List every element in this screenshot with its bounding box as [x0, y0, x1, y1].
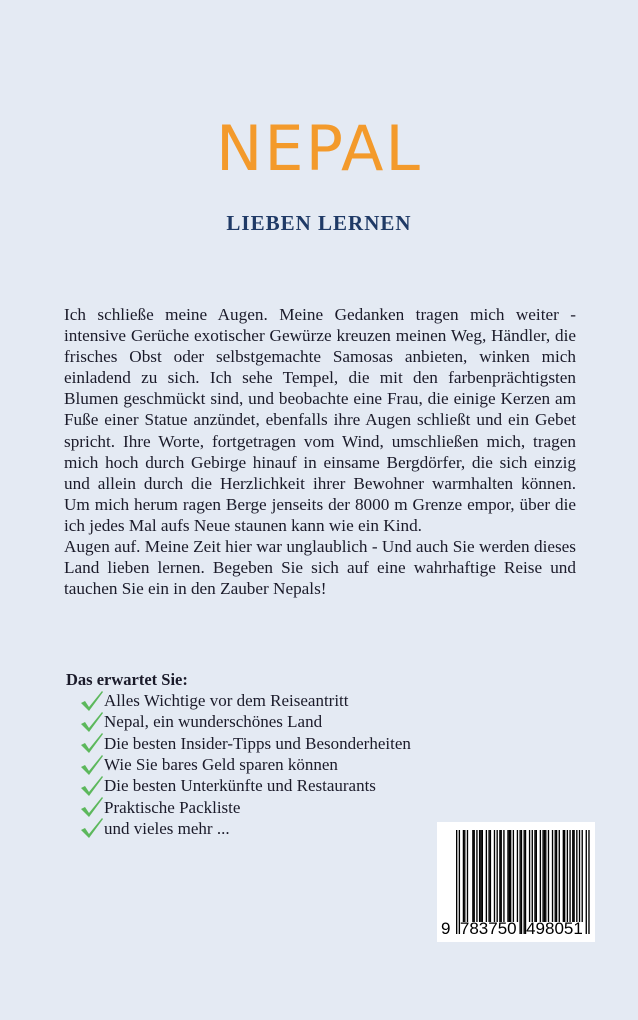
barcode-bar: [503, 830, 504, 922]
list-item: Die besten Unterkünfte und Restaurants: [80, 775, 411, 796]
barcode-bar: [545, 830, 546, 922]
barcode-bar: [569, 830, 570, 922]
barcode-bar: [536, 830, 537, 922]
barcode-bar: [534, 830, 535, 922]
barcode-bar: [494, 830, 495, 922]
features-list: [80, 690, 411, 839]
barcode-bar: [548, 830, 549, 922]
barcode-bar: [513, 830, 514, 922]
list-item: und vieles mehr ...: [80, 818, 411, 839]
barcode-bar: [476, 830, 477, 922]
barcode-bar: [480, 830, 481, 922]
barcode-bar: [544, 830, 545, 922]
barcode-bar: [501, 830, 502, 922]
book-title: NEPAL: [216, 112, 422, 185]
barcode-bar: [510, 830, 511, 922]
list-item: Die besten Insider-Tipps und Besonderheiten: [80, 733, 411, 754]
barcode-bar: [529, 830, 530, 922]
barcode-bar: [464, 830, 465, 922]
barcode-bar: [564, 830, 565, 922]
barcode-bar: [586, 830, 587, 934]
checkmark-icon: [80, 690, 104, 712]
barcode-bar: [467, 830, 468, 922]
list-item: Wie Sie bares Geld sparen können: [80, 754, 411, 775]
barcode-bar: [532, 830, 533, 922]
checkmark-icon: [80, 775, 104, 797]
list-item: Praktische Packliste: [80, 796, 411, 817]
blurb: [64, 304, 576, 599]
barcode-bar: [582, 830, 583, 922]
barcode-bar: [486, 830, 487, 922]
barcode-bar: [552, 830, 553, 922]
barcode-bar: [542, 830, 543, 922]
barcode-bar: [576, 830, 577, 922]
barcode-bar: [540, 830, 541, 922]
barcode-bar: [482, 830, 483, 922]
barcode-bar: [556, 830, 557, 922]
list-item: Alles Wichtige vor dem Reiseantritt: [80, 690, 411, 711]
barcode-bar: [579, 830, 580, 922]
blurb-paragraph: Augen auf. Meine Zeit hier war unglaublich - Und auch Sie werden dieses Land lieben lernen. Begeben Sie sich auf eine wahrhaftige Reise und tauchen Sie ein in den Zauber Nepals!: [64, 537, 576, 599]
blurb-paragraph: Ich schließe meine Augen. Meine Gedanken tragen mich weiter - intensive Gerüche exotischer Gewürze kreuzen meinen Weg, Händler, die frisches Obst oder selbstgemachte Samosas anbieten, winken mich einladend zu sich. Ich sehe Tempel, die mit den farbenprächtigsten Blumen geschmückt sind, und beobachte eine Frau, die einige Kerzen am Fuße einer Statue anzündet, ebenfalls ihre Augen schließt und ein Gebet spricht. Ihre Worte, fortgetragen vom Wind, umschließen mich, tragen mich hoch durch Gebirge hinauf in einsame Bergdörfer, die sich einzig und allein durch die Herzlichkeit ihrer Bewohner warmhalten können. Um mich herum ragen Berge jenseits der 8000 m Grenze empor, über die ich jedes Mal aufs Neue staunen kann wie ein Kind.: [64, 305, 576, 535]
barcode-bar: [490, 830, 491, 922]
barcode-bar: [507, 830, 508, 922]
barcode-bar: [463, 830, 464, 922]
barcode-bar: [555, 830, 556, 922]
barcode-bar: [472, 830, 473, 922]
checkmark-icon: [80, 817, 104, 839]
barcode-bar: [509, 830, 510, 922]
barcode-bar: [479, 830, 480, 922]
barcode-bar: [567, 830, 568, 922]
checkmark-icon: [80, 711, 104, 733]
barcode-bar: [488, 830, 489, 922]
barcode-bar: [517, 830, 518, 922]
isbn-barcode: [437, 822, 595, 942]
barcode-bar: [573, 830, 574, 922]
barcode-bar: [559, 830, 560, 922]
barcode-bar: [588, 830, 589, 934]
list-item: Nepal, ein wunderschönes Land: [80, 711, 411, 732]
barcode-bar: [499, 830, 500, 922]
barcode-bar: [474, 830, 475, 922]
book-subtitle: LIEBEN LERNEN: [226, 211, 412, 235]
checkmark-icon: [80, 796, 104, 818]
checkmark-icon: [80, 754, 104, 776]
features-heading: Das erwartet Sie:: [66, 670, 188, 689]
barcode-bar: [497, 830, 498, 922]
checkmark-icon: [80, 732, 104, 754]
isbn-digits: 9 783750 498051: [441, 919, 583, 938]
barcode-bar: [563, 830, 564, 922]
barcode-bar: [572, 830, 573, 922]
